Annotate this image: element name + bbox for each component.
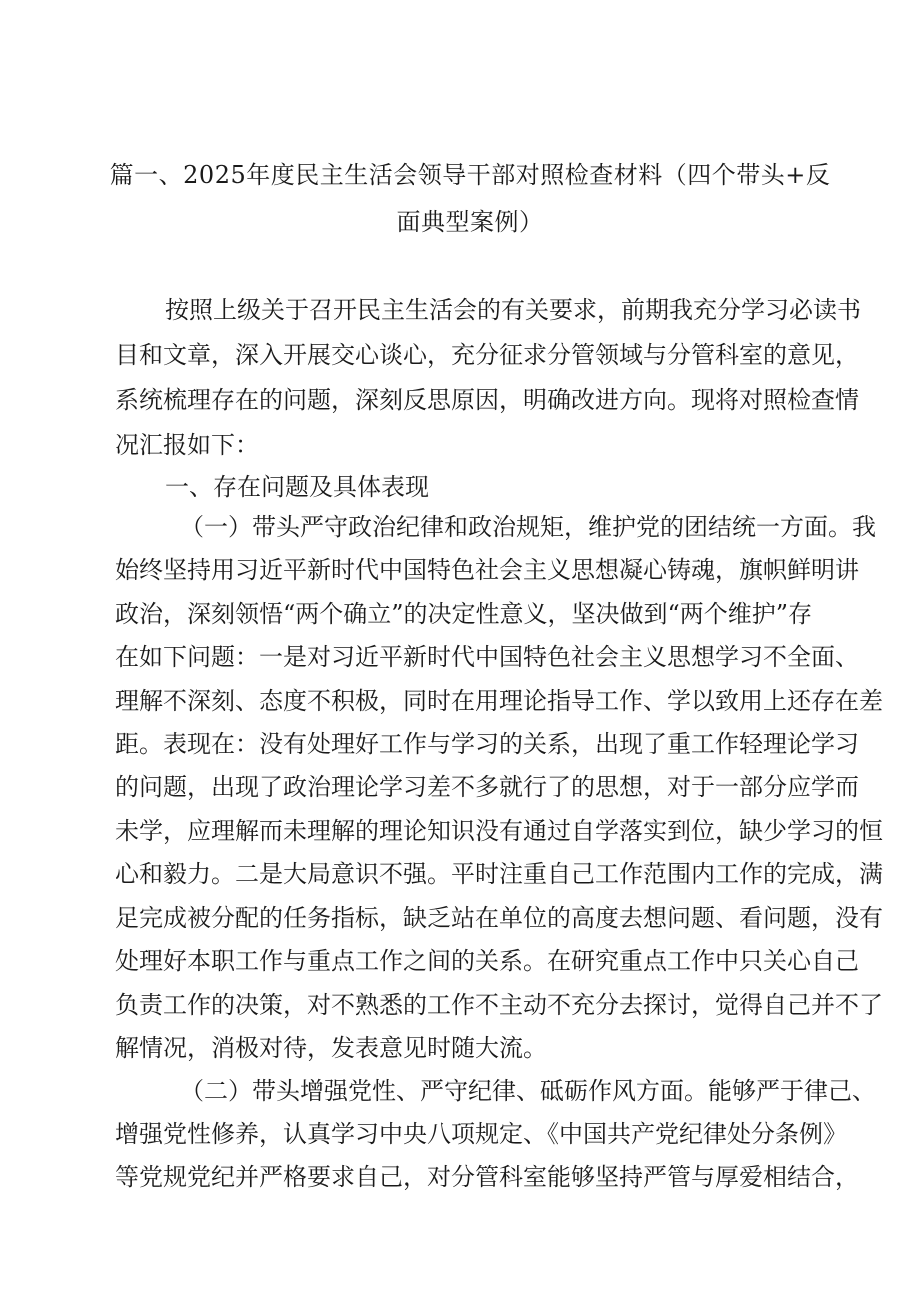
body-line: 未学，应理解而未理解的理论知识没有通过自学落实到位，缺少学习的恒 xyxy=(115,817,883,845)
body-line: 负责工作的决策，对不熟悉的工作不主动不充分去探讨，觉得自己并不了 xyxy=(115,991,883,1019)
body-line: 解情况，消极对待，发表意见时随大流。 xyxy=(115,1034,547,1062)
document-title-line-2: 面典型案例） xyxy=(396,208,544,236)
body-line: 理解不深刻、态度不积极，同时在用理论指导工作、学以致用上还存在差 xyxy=(115,687,883,715)
body-line: （一）带头严守政治纪律和政治规矩，维护党的团结统一方面。我 xyxy=(180,513,876,541)
body-line: 在如下问题：一是对习近平新时代中国特色社会主义思想学习不全面、 xyxy=(115,643,859,671)
body-line: 政治，深刻领悟“两个确立”的决定性意义，坚决做到“两个维护”存 xyxy=(115,600,813,628)
body-line: （二）带头增强党性、严守纪律、砥砺作风方面。能够严于律己、 xyxy=(180,1077,876,1105)
body-line: 况汇报如下： xyxy=(115,431,259,459)
body-line: 目和文章，深入开展交心谈心，充分征求分管领域与分管科室的意见， xyxy=(115,341,859,369)
document-title-line-1: 篇一、2025年度民主生活会领导干部对照检查材料（四个带头+反 xyxy=(109,161,831,189)
body-line: 始终坚持用习近平新时代中国特色社会主义思想凝心铸魂，旗帜鲜明讲 xyxy=(115,556,859,584)
body-line: 增强党性修养，认真学习中央八项规定、《中国共产党纪律处分条例》 xyxy=(115,1120,847,1148)
body-line: 距。表现在：没有处理好工作与学习的关系，出现了重工作轻理论学习 xyxy=(115,730,859,758)
body-line: 系统梳理存在的问题，深刻反思原因，明确改进方向。现将对照检查情 xyxy=(115,386,859,414)
body-line: 心和毅力。二是大局意识不强。平时注重自己工作范围内工作的完成，满 xyxy=(115,860,883,888)
section-heading: 一、存在问题及具体表现 xyxy=(165,473,429,501)
body-line: 等党规党纪并严格要求自己，对分管科室能够坚持严管与厚爱相结合， xyxy=(115,1163,859,1191)
body-line: 的问题，出现了政治理论学习差不多就行了的思想，对于一部分应学而 xyxy=(115,773,859,801)
body-line: 处理好本职工作与重点工作之间的关系。在研究重点工作中只关心自己 xyxy=(115,947,859,975)
body-line: 足完成被分配的任务指标，缺乏站在单位的高度去想问题、看问题，没有 xyxy=(115,904,883,932)
body-line: 按照上级关于召开民主生活会的有关要求，前期我充分学习必读书 xyxy=(165,296,861,324)
